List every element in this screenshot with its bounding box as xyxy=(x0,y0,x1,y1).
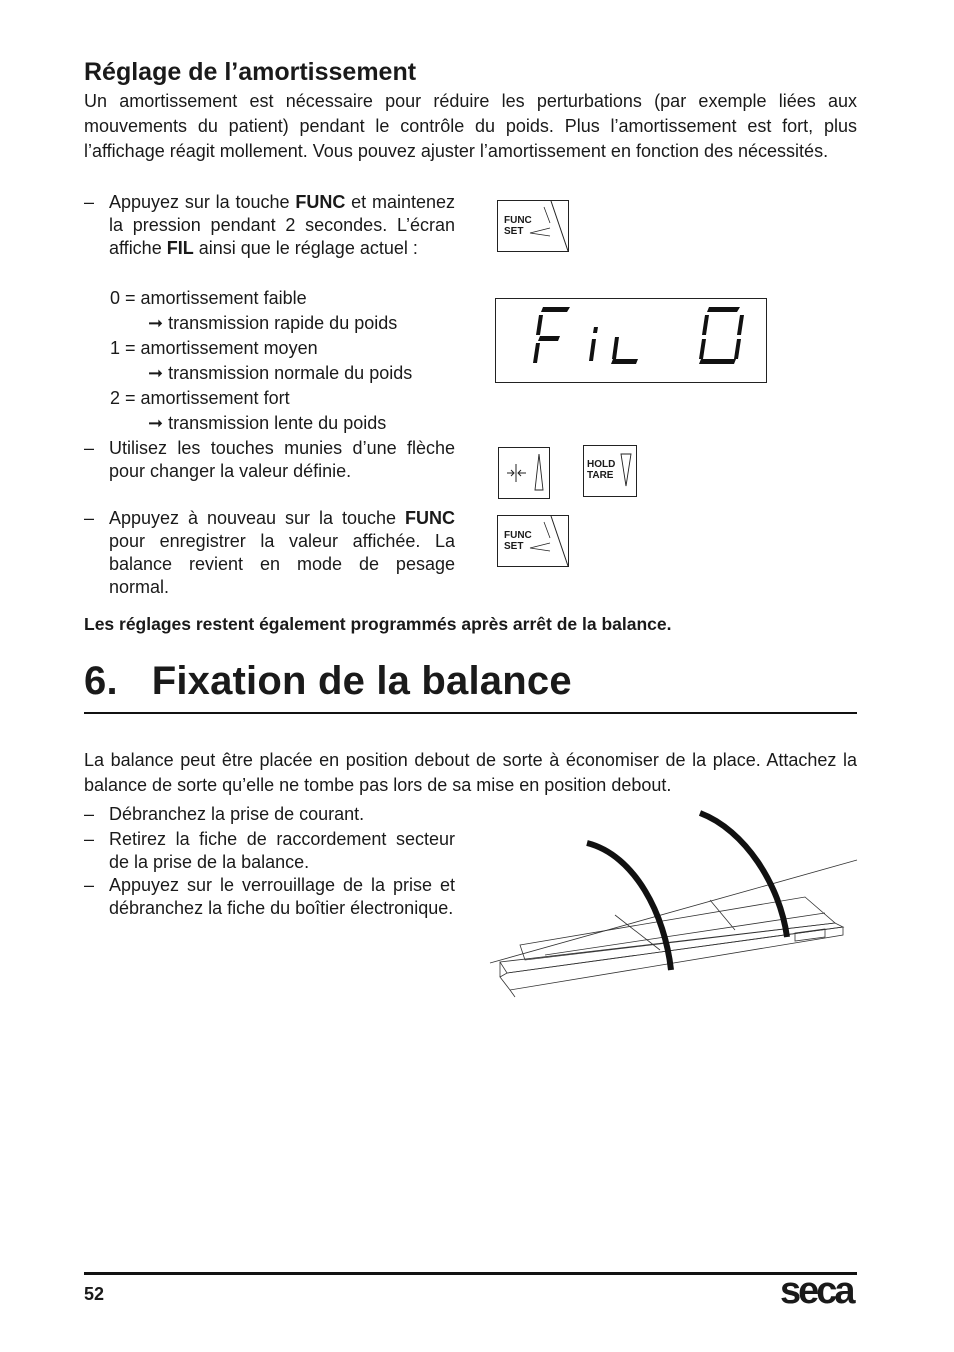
chapter-step-text: Appuyez sur le verrouillage de la prise et débranchez la fiche du boîtier électronique. xyxy=(109,875,455,918)
func-arrow-icon xyxy=(498,201,568,251)
step-dash: – xyxy=(84,192,95,212)
lcd-text: FIL 0 xyxy=(496,286,532,303)
option-item xyxy=(110,336,460,386)
chapter-step-2 xyxy=(84,828,455,874)
option-label: 2 = amortissement fort xyxy=(110,388,290,408)
chapter-step-text: Retirez la fiche de raccordement secteur de la prise de la balance. xyxy=(109,829,455,872)
step-2-text: Utilisez les touches munies d’une flèche pour changer la valeur définie. xyxy=(109,438,455,481)
fil-code-ref: FIL xyxy=(166,238,194,258)
option-item xyxy=(110,286,460,336)
tare-key-label: TARE xyxy=(587,470,614,481)
option-result: transmission normale du poids xyxy=(168,363,413,383)
lcd-display xyxy=(495,286,767,383)
section-title: Réglage de l’amortissement xyxy=(84,58,417,86)
option-result: transmission rapide du poids xyxy=(168,313,398,333)
func-key-label: FUNC xyxy=(504,215,532,226)
step-dash: – xyxy=(84,438,95,458)
hold-key-label: HOLD xyxy=(587,459,616,470)
func-key-label: FUNC xyxy=(504,530,532,541)
lcd-segment-readout xyxy=(496,286,766,382)
step-3-text-pre: Appuyez à nouveau sur la touche xyxy=(109,508,405,528)
arrow-icon: ➞ xyxy=(148,363,164,383)
set-key-label: SET xyxy=(504,226,524,237)
shrink-arrow-icon xyxy=(499,448,549,498)
damping-options xyxy=(110,286,460,436)
scale-tilting-illustration xyxy=(485,805,860,1005)
arrow-icon: ➞ xyxy=(148,413,164,433)
step-dash: – xyxy=(84,875,95,895)
step-dash: – xyxy=(84,508,95,528)
func-set-key-illustration xyxy=(497,515,569,567)
option-item xyxy=(110,386,460,436)
step-dash: – xyxy=(84,804,95,824)
set-key-label: SET xyxy=(504,541,524,552)
page-number: 52 xyxy=(84,1284,105,1304)
up-arrow-icon xyxy=(584,446,636,496)
step-1-text-pre: Appuyez sur la touche xyxy=(109,192,296,212)
option-label: 1 = amortissement moyen xyxy=(110,338,318,358)
step-3-text-post: pour enregistrer la valeur affichée. La balance revient en mode de pesage normal. xyxy=(109,531,455,597)
chapter-title: 6. Fixation de la balance xyxy=(84,659,572,703)
step-1-text-post: ainsi que le réglage actuel : xyxy=(193,238,418,258)
chapter-intro: La balance peut être placée en position debout de sorte à économiser de la place. Attachez la balance de sorte qu’elle ne tombe pas lors de sa mise en position debout. xyxy=(84,750,857,795)
func-key-ref: FUNC xyxy=(405,508,455,528)
chapter-step-1 xyxy=(84,803,455,826)
chapter-divider xyxy=(84,712,857,714)
footer-divider xyxy=(84,1272,857,1275)
persistence-note: Les réglages restent également programmés après arrêt de la balance. xyxy=(84,614,672,634)
step-3 xyxy=(84,507,455,599)
option-result: transmission lente du poids xyxy=(168,413,387,433)
step-2 xyxy=(84,437,455,483)
step-1-text-mid: et maintenez la pression pendant 2 secondes. L’écran affiche xyxy=(109,192,455,258)
down-arrow-key-illustration xyxy=(498,447,550,499)
step-1 xyxy=(84,191,455,260)
step-dash: – xyxy=(84,829,95,849)
func-set-key-illustration xyxy=(497,200,569,252)
arrow-icon: ➞ xyxy=(148,313,164,333)
func-arrow-icon xyxy=(498,516,568,566)
hold-tare-key-illustration xyxy=(583,445,637,497)
intro-paragraph: Un amortissement est nécessaire pour réduire les perturbations (par exemple liées aux mouvements du patient) pendant le contrôle du poids. Plus l’amortissement est fort, plus l’affichage réagit mollement. Vous pouvez ajuster l’amortissement en fonction des nécessités. xyxy=(84,91,857,161)
chapter-step-text: Débranchez la prise de courant. xyxy=(109,804,365,824)
chapter-step-3 xyxy=(84,874,455,920)
option-label: 0 = amortissement faible xyxy=(110,288,307,308)
seca-logo: seca xyxy=(780,1270,853,1312)
func-key-ref: FUNC xyxy=(295,192,346,212)
